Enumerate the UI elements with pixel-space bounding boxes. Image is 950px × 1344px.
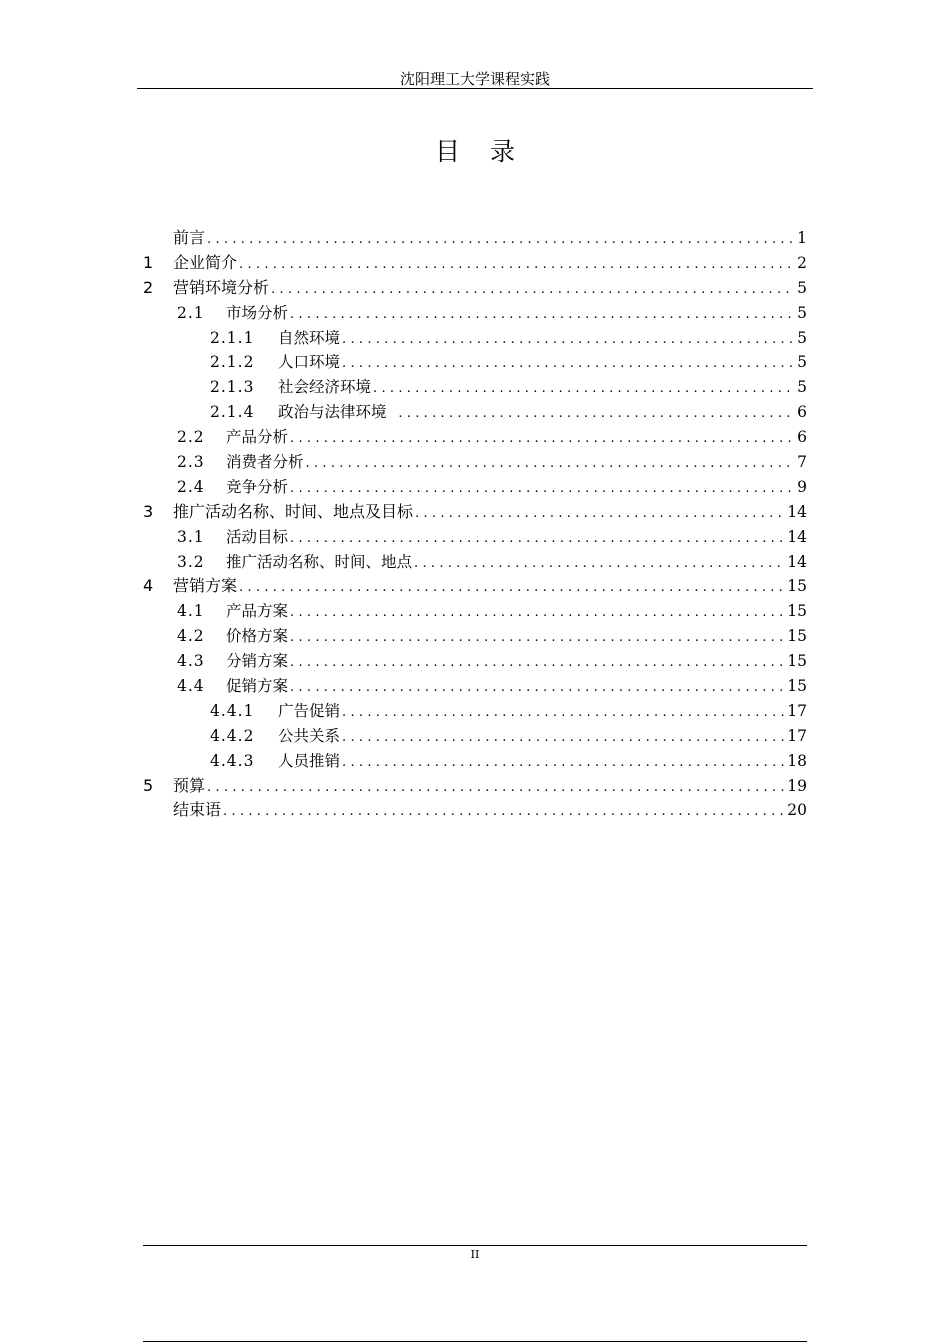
toc-dot-leader bbox=[290, 651, 785, 676]
toc-entry[interactable] bbox=[143, 724, 807, 749]
toc-entry[interactable] bbox=[143, 475, 807, 500]
toc-dot-leader bbox=[290, 477, 795, 502]
toc-dot-leader bbox=[306, 452, 796, 477]
toc-entry-number: 2.1.3 bbox=[210, 378, 255, 397]
toc-dot-leader bbox=[290, 601, 785, 626]
toc-entry-number: 2 bbox=[143, 277, 154, 297]
toc-entry-page: 15 bbox=[787, 652, 807, 671]
toc-entry-page: 17 bbox=[787, 726, 807, 745]
toc-entry-label: 分销方案 bbox=[226, 652, 289, 671]
toc-dot-leader bbox=[398, 402, 795, 427]
header-rule bbox=[137, 88, 813, 89]
toc-entry-page: 2 bbox=[797, 253, 807, 272]
toc-entry[interactable] bbox=[143, 500, 807, 525]
toc-entry-number: 3.2 bbox=[177, 552, 205, 571]
table-of-contents bbox=[143, 226, 807, 823]
toc-entry-number: 2.4 bbox=[177, 477, 205, 496]
toc-entry-number: 4.4.1 bbox=[210, 701, 255, 720]
toc-entry-page: 9 bbox=[797, 477, 807, 496]
toc-entry-number: 4.2 bbox=[177, 627, 205, 646]
toc-entry-label: 人口环境 bbox=[278, 353, 341, 372]
toc-entry-label: 企业简介 bbox=[173, 252, 238, 272]
toc-entry-number: 4.3 bbox=[177, 652, 205, 671]
toc-entry-page: 7 bbox=[797, 453, 807, 472]
toc-entry-page: 5 bbox=[797, 378, 807, 397]
toc-entry[interactable] bbox=[143, 798, 807, 823]
toc-entry-number: 4.4.2 bbox=[210, 726, 255, 745]
bottom-rule bbox=[143, 1341, 807, 1342]
toc-entry-number: 2.1 bbox=[177, 303, 205, 322]
toc-entry[interactable] bbox=[143, 574, 807, 599]
toc-entry-label: 社会经济环境 bbox=[278, 378, 372, 397]
footer-rule bbox=[143, 1245, 807, 1246]
toc-entry-page: 5 bbox=[797, 278, 807, 297]
running-header: 沈阳理工大学课程实践 bbox=[399, 70, 550, 88]
toc-entry-label: 价格方案 bbox=[226, 627, 289, 646]
toc-entry-label: 预算 bbox=[173, 775, 206, 795]
toc-entry-page: 1 bbox=[797, 229, 807, 247]
toc-entry-number: 2.2 bbox=[177, 428, 205, 447]
toc-dot-leader bbox=[207, 776, 785, 801]
toc-dot-leader bbox=[239, 576, 785, 601]
toc-entry[interactable] bbox=[143, 226, 807, 251]
toc-entry-label: 活动目标 bbox=[226, 527, 289, 546]
toc-entry-page: 14 bbox=[787, 527, 807, 546]
toc-entry[interactable] bbox=[143, 251, 807, 276]
toc-entry-label: 产品分析 bbox=[226, 428, 289, 447]
toc-entry[interactable] bbox=[143, 525, 807, 550]
toc-entry-number: 2.1.4 bbox=[210, 403, 255, 422]
toc-dot-leader bbox=[342, 701, 785, 726]
toc-entry-page: 20 bbox=[787, 801, 807, 820]
toc-entry-label: 公共关系 bbox=[278, 726, 341, 745]
toc-entry-page: 14 bbox=[787, 502, 807, 521]
toc-dot-leader bbox=[342, 352, 795, 377]
toc-entry-page: 6 bbox=[797, 428, 807, 447]
toc-entry-number: 3 bbox=[143, 501, 154, 521]
toc-entry-label: 产品方案 bbox=[226, 602, 289, 621]
toc-entry-number: 2.1.2 bbox=[210, 353, 255, 372]
toc-entry-number: 1 bbox=[143, 252, 154, 272]
toc-dot-leader bbox=[290, 303, 795, 328]
toc-dot-leader bbox=[290, 626, 785, 651]
toc-entry-page: 5 bbox=[797, 328, 807, 347]
toc-entry-label: 前言 bbox=[173, 228, 206, 247]
toc-entry[interactable] bbox=[143, 550, 807, 575]
toc-entry[interactable] bbox=[143, 350, 807, 375]
toc-dot-leader bbox=[342, 751, 785, 776]
toc-dot-leader bbox=[373, 377, 795, 402]
toc-entry-page: 6 bbox=[797, 403, 807, 422]
toc-entry-number: 3.1 bbox=[177, 527, 205, 546]
toc-entry-page: 15 bbox=[787, 602, 807, 621]
toc-entry-number: 2.1.1 bbox=[210, 328, 255, 347]
toc-dot-leader bbox=[414, 552, 785, 577]
toc-entry-label: 人员推销 bbox=[278, 751, 341, 770]
toc-entry-label: 结束语 bbox=[173, 800, 222, 820]
toc-entry-number: 4.4.3 bbox=[210, 751, 255, 770]
toc-entry-page: 5 bbox=[797, 353, 807, 372]
toc-dot-leader bbox=[415, 502, 785, 527]
toc-entry-label: 推广活动名称、时间、地点及目标 bbox=[173, 501, 414, 521]
toc-entry[interactable] bbox=[143, 450, 807, 475]
toc-entry-label: 促销方案 bbox=[226, 677, 289, 696]
toc-title: 目录 bbox=[434, 137, 545, 166]
toc-entry-label: 营销环境分析 bbox=[173, 277, 270, 297]
toc-entry-page: 15 bbox=[787, 577, 807, 596]
toc-entry[interactable] bbox=[143, 649, 807, 674]
toc-dot-leader bbox=[342, 726, 785, 751]
toc-entry-label: 政治与法律环境 bbox=[278, 403, 397, 422]
toc-entry[interactable] bbox=[143, 599, 807, 624]
toc-entry-label: 推广活动名称、时间、地点 bbox=[226, 552, 413, 571]
toc-entry[interactable] bbox=[143, 624, 807, 649]
toc-entry-label: 市场分析 bbox=[226, 303, 289, 322]
toc-entry[interactable] bbox=[143, 400, 807, 425]
toc-entry-page: 5 bbox=[797, 303, 807, 322]
toc-dot-leader bbox=[223, 800, 785, 825]
toc-dot-leader bbox=[342, 328, 795, 353]
page-number: II bbox=[470, 1248, 480, 1261]
toc-entry-label: 营销方案 bbox=[173, 576, 238, 596]
toc-dot-leader bbox=[290, 676, 785, 701]
toc-entry-number: 5 bbox=[143, 775, 154, 795]
toc-entry[interactable] bbox=[143, 425, 807, 450]
toc-entry[interactable] bbox=[143, 301, 807, 326]
toc-entry[interactable] bbox=[143, 699, 807, 724]
toc-dot-leader bbox=[290, 527, 785, 552]
toc-entry-number: 4 bbox=[143, 576, 154, 596]
toc-entry-page: 15 bbox=[787, 677, 807, 696]
toc-entry[interactable] bbox=[143, 774, 807, 799]
toc-entry[interactable] bbox=[143, 749, 807, 774]
toc-entry[interactable] bbox=[143, 375, 807, 400]
toc-entry[interactable] bbox=[143, 674, 807, 699]
toc-dot-leader bbox=[290, 427, 795, 452]
toc-entry-number: 4.4 bbox=[177, 677, 205, 696]
toc-entry-page: 15 bbox=[787, 627, 807, 646]
toc-entry-label: 广告促销 bbox=[278, 701, 341, 720]
toc-entry-page: 19 bbox=[787, 776, 807, 795]
toc-entry-page: 18 bbox=[787, 751, 807, 770]
toc-entry-label: 竞争分析 bbox=[226, 477, 289, 496]
toc-dot-leader bbox=[239, 253, 795, 278]
toc-entry-page: 14 bbox=[787, 552, 807, 571]
toc-dot-leader bbox=[271, 278, 795, 303]
toc-entry-number: 2.3 bbox=[177, 453, 205, 472]
toc-dot-leader bbox=[207, 228, 795, 253]
toc-entry-label: 消费者分析 bbox=[226, 453, 304, 472]
toc-entry[interactable] bbox=[143, 276, 807, 301]
toc-entry-label: 自然环境 bbox=[278, 328, 341, 347]
toc-entry-number: 4.1 bbox=[177, 602, 205, 621]
toc-entry[interactable] bbox=[143, 326, 807, 351]
toc-entry-page: 17 bbox=[787, 701, 807, 720]
